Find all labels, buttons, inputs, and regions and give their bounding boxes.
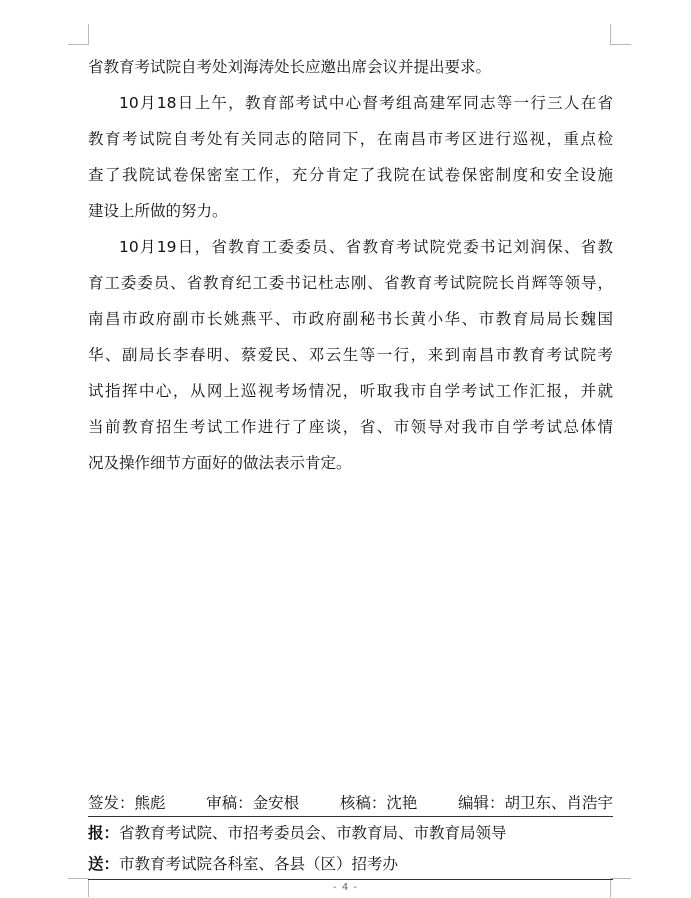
paragraph-line: 育工委委员、省教育纪工委书记杜志刚、省教育考试院院长肖辉等领导，	[88, 274, 613, 292]
paragraph-line: 教育考试院自考处有关同志的陪同下，在南昌市考区进行巡视，重点检	[88, 130, 613, 148]
paragraph-line: 华、副局长李春明、蔡爱民、邓云生等一行，来到南昌市教育考试院考	[88, 346, 613, 364]
signer: 签发：熊彪	[88, 794, 166, 812]
paragraph-line: 试指挥中心，从网上巡视考场情况，听取我市自学考试工作汇报，并就	[88, 382, 613, 400]
crop-mark-top-right	[610, 24, 631, 45]
checker: 核稿：沈艳	[339, 794, 418, 812]
body-text	[88, 52, 613, 484]
paragraph-line: 况及操作细节方面好的做法表示肯定。	[88, 454, 352, 472]
paragraph-line: 建设上所做的努力。	[88, 202, 228, 220]
paragraph-3	[88, 232, 613, 484]
report-label: 报：	[88, 824, 120, 842]
paragraph-line: 南昌市政府副市长姚燕平、市政府副秘书长黄小华、市教育局局长魏国	[88, 310, 613, 328]
crop-mark-top-left	[68, 24, 89, 45]
paragraph-line: 10月18日上午，教育部考试中心督考组高建军同志等一行三人在省	[119, 94, 613, 112]
paragraph-line: 查了我院试卷保密室工作，充分肯定了我院在试卷保密制度和安全设施	[88, 166, 613, 184]
send-label: 送：	[88, 855, 120, 873]
paragraph-line: 当前教育招生考试工作进行了座谈，省、市领导对我市自学考试总体情	[88, 418, 613, 436]
report-row	[88, 817, 613, 847]
reviewer: 审稿：金安根	[206, 794, 300, 812]
paragraph-1-line: 省教育考试院自考处刘海涛处长应邀出席会议并提出要求。	[88, 58, 492, 76]
paragraph-2	[88, 88, 613, 232]
page-number: - 4 -	[333, 882, 358, 893]
send-recipients: 市教育考试院各科室、各县（区）招考办	[119, 855, 399, 873]
document-footer	[88, 790, 613, 880]
signature-row	[88, 790, 613, 817]
paragraph-line: 10月19日，省教育工委委员、省教育考试院党委书记刘润保、省教	[119, 238, 613, 256]
report-recipients: 省教育考试院、市招考委员会、市教育局、市教育局领导	[119, 824, 507, 842]
editor: 编辑：胡卫东、肖浩宇	[457, 794, 613, 812]
send-row	[88, 847, 613, 880]
